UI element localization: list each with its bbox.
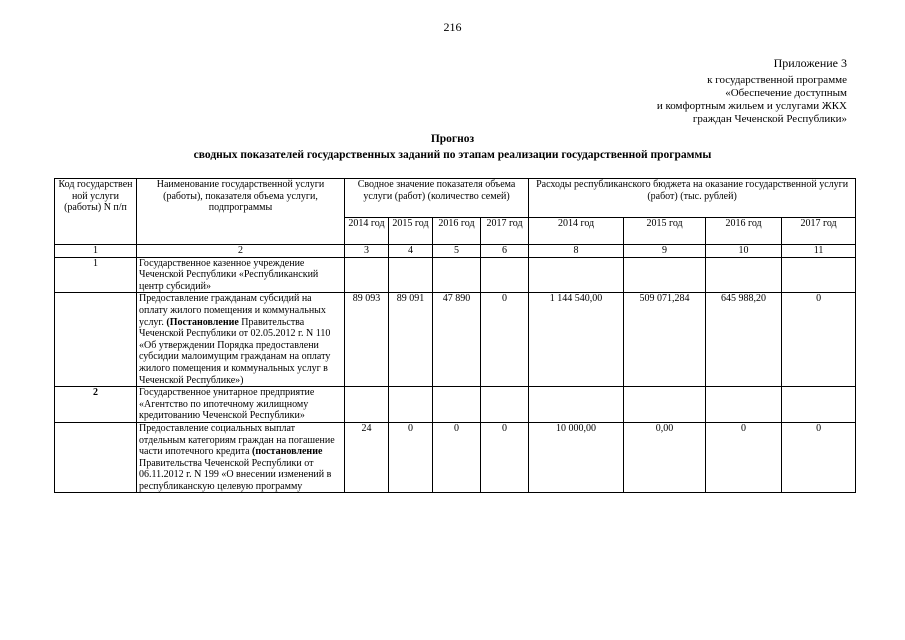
column-number: 9 bbox=[624, 245, 706, 258]
row-name: Государственное унитарное предприятие «Агентство по ипотечному жилищному кредитованию Чеченской Республики» bbox=[137, 387, 345, 423]
cell-value bbox=[706, 257, 782, 293]
table-row bbox=[55, 422, 856, 493]
row-name: Государственное казенное учреждение Чеченской Республики «Республиканский центр субсидий» bbox=[137, 257, 345, 293]
cell-value bbox=[433, 257, 481, 293]
header-volume-year: 2014 год bbox=[345, 218, 389, 245]
forecast-table bbox=[54, 178, 856, 493]
cell-value: 509 071,284 bbox=[624, 293, 706, 387]
cell-value bbox=[624, 387, 706, 423]
row-name-bold: (Постановление bbox=[166, 316, 239, 328]
cell-value: 0 bbox=[782, 422, 856, 493]
cell-value: 89 091 bbox=[389, 293, 433, 387]
row-name-text: Предоставление гражданам субсидий на оплату жилого помещения и коммунальных услуг. bbox=[139, 293, 326, 328]
cell-value: 89 093 bbox=[345, 293, 389, 387]
header-volume-group: Сводное значение показателя объема услуги (работ) (количество семей) bbox=[345, 179, 529, 218]
cell-value bbox=[529, 257, 624, 293]
cell-value bbox=[433, 387, 481, 423]
row-name-text: Предоставление социальных выплат отдельным категориям граждан на погашение части ипотечного кредита bbox=[139, 422, 335, 458]
appendix-ref-line: граждан Чеченской Республики» bbox=[692, 113, 847, 125]
appendix-ref-line: и комфортным жильем и услугами ЖКХ bbox=[656, 100, 847, 112]
cell-value: 24 bbox=[345, 422, 389, 493]
cell-value: 47 890 bbox=[433, 293, 481, 387]
appendix-ref-line: к государственной программе bbox=[707, 74, 847, 86]
cell-value: 0 bbox=[706, 422, 782, 493]
column-number: 10 bbox=[706, 245, 782, 258]
column-number: 11 bbox=[782, 245, 856, 258]
cell-value bbox=[529, 387, 624, 423]
table-row bbox=[55, 257, 856, 293]
cell-value: 0 bbox=[389, 422, 433, 493]
row-code: 2 bbox=[55, 387, 137, 423]
header-budget-year: 2015 год bbox=[624, 218, 706, 245]
cell-value: 0 bbox=[481, 422, 529, 493]
header-name: Наименование государственной услуги (работы), показателя объема услуги, подпрограммы bbox=[137, 179, 345, 245]
row-name-text: Правительства Чеченской Республики от 06.11.2012 г. N 199 «О внесении изменений в республиканскую целевую программу bbox=[139, 457, 332, 492]
row-code bbox=[55, 293, 137, 387]
row-name-text: Правительства Чеченской Республики от 02.05.2012 г. N 110 «Об утверждении Порядка предоставлени субсидии малоимущим гражданам на оплату жилого помещения и коммунальных услуг в Чеченской Республике») bbox=[139, 316, 331, 386]
cell-value bbox=[389, 257, 433, 293]
cell-value bbox=[345, 387, 389, 423]
header-volume-year: 2017 год bbox=[481, 218, 529, 245]
cell-value bbox=[782, 257, 856, 293]
cell-value bbox=[345, 257, 389, 293]
cell-value bbox=[389, 387, 433, 423]
row-code: 1 bbox=[55, 257, 137, 293]
column-number: 1 bbox=[55, 245, 137, 258]
cell-value bbox=[706, 387, 782, 423]
cell-value: 645 988,20 bbox=[706, 293, 782, 387]
cell-value: 1 144 540,00 bbox=[529, 293, 624, 387]
column-number: 5 bbox=[433, 245, 481, 258]
cell-value: 10 000,00 bbox=[529, 422, 624, 493]
header-budget-year: 2016 год bbox=[706, 218, 782, 245]
header-budget-year: 2017 год bbox=[782, 218, 856, 245]
header-volume-year: 2016 год bbox=[433, 218, 481, 245]
table-row bbox=[55, 293, 856, 387]
row-code bbox=[55, 422, 137, 493]
header-budget-group: Расходы республиканского бюджета на оказание государственной услуги (работ) (тыс. рублей) bbox=[529, 179, 856, 218]
cell-value bbox=[624, 257, 706, 293]
row-name bbox=[137, 293, 345, 387]
row-name bbox=[137, 422, 345, 493]
cell-value bbox=[481, 387, 529, 423]
page-number: 216 bbox=[443, 20, 462, 34]
column-number: 6 bbox=[481, 245, 529, 258]
cell-value: 0 bbox=[481, 293, 529, 387]
cell-value: 0 bbox=[782, 293, 856, 387]
appendix-reference bbox=[657, 74, 847, 126]
document-title bbox=[0, 131, 905, 163]
cell-value: 0 bbox=[433, 422, 481, 493]
document-title-line1: Прогноз bbox=[430, 133, 475, 145]
appendix-ref-line: «Обеспечение доступным bbox=[725, 87, 847, 99]
header-code: Код государствен ной услуги (работы) N п/п bbox=[55, 179, 137, 245]
header-volume-year: 2015 год bbox=[389, 218, 433, 245]
cell-value: 0,00 bbox=[624, 422, 706, 493]
header-budget-year: 2014 год bbox=[529, 218, 624, 245]
table-row bbox=[55, 387, 856, 423]
appendix-title: Приложение 3 bbox=[773, 56, 847, 70]
document-title-line2: сводных показателей государственных заданий по этапам реализации государственной программы bbox=[193, 149, 712, 161]
column-number: 2 bbox=[137, 245, 345, 258]
column-number: 8 bbox=[529, 245, 624, 258]
row-name-bold: (постановление bbox=[252, 446, 323, 458]
column-number: 3 bbox=[345, 245, 389, 258]
cell-value bbox=[481, 257, 529, 293]
cell-value bbox=[782, 387, 856, 423]
column-number: 4 bbox=[389, 245, 433, 258]
